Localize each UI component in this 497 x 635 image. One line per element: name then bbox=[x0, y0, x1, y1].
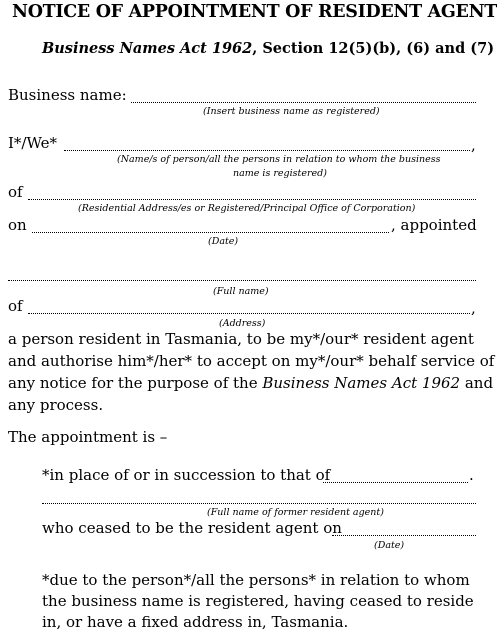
iwe-name-field[interactable] bbox=[64, 150, 470, 151]
body-line-4: any process. bbox=[8, 396, 104, 414]
agent-address-comma: , bbox=[471, 299, 476, 317]
date-caption: (Date) bbox=[208, 236, 239, 247]
form-subtitle bbox=[42, 40, 494, 57]
body-line-3-post: and bbox=[460, 374, 494, 392]
body-line-1: a person resident in Tasmania, to be my*/our* resident agent bbox=[8, 330, 474, 348]
date-appointed-field[interactable] bbox=[32, 232, 389, 233]
agent-address-caption: (Address) bbox=[219, 318, 266, 329]
former-agent-caption: (Full name of former resident agent) bbox=[207, 507, 384, 518]
iwe-comma: , bbox=[471, 136, 476, 154]
body-line-3 bbox=[8, 374, 493, 392]
of-address-label: of bbox=[8, 183, 23, 201]
address-caption: (Residential Address/es or Registered/Principal Office of Corporation) bbox=[78, 203, 416, 214]
address-field[interactable] bbox=[28, 199, 476, 200]
subtitle-section: , Section 12(5)(b), (6) and (7) bbox=[252, 40, 495, 57]
option1-ceased: who ceased to be the resident agent on bbox=[42, 519, 342, 537]
subtitle-act: Business Names Act 1962 bbox=[42, 40, 253, 57]
form-title: NOTICE OF APPOINTMENT OF RESIDENT AGENT bbox=[12, 2, 497, 22]
appointed-text: , appointed bbox=[391, 216, 477, 234]
option1-period: . bbox=[469, 466, 474, 484]
iwe-label: I*/We* bbox=[8, 134, 58, 152]
business-name-caption: (Insert business name as registered) bbox=[203, 106, 380, 117]
option2-line1: *due to the person*/all the persons* in relation to whom bbox=[42, 571, 470, 589]
of-agent-label: of bbox=[8, 297, 23, 315]
agent-address-field[interactable] bbox=[28, 313, 470, 314]
ceased-date-caption: (Date) bbox=[374, 540, 405, 551]
former-agent-name-field[interactable] bbox=[323, 482, 468, 483]
body-act-name: Business Names Act 1962 bbox=[262, 374, 461, 392]
business-name-label: Business name: bbox=[8, 86, 127, 104]
on-date-label: on bbox=[8, 216, 27, 234]
ceased-date-field[interactable] bbox=[332, 535, 476, 536]
appointment-label: The appointment is – bbox=[8, 428, 168, 446]
iwe-caption-line1: (Name/s of person/all the persons in relation to whom the business bbox=[117, 154, 441, 165]
option2-line3: in, or have a fixed address in, Tasmania. bbox=[42, 613, 349, 631]
body-line-2: and authorise him*/her* to accept on my*/our* behalf service of bbox=[8, 352, 495, 370]
full-name-caption: (Full name) bbox=[213, 286, 269, 297]
option2-line2: the business name is registered, having ceased to reside bbox=[42, 592, 474, 610]
option1-line1: *in place of or in succession to that of bbox=[42, 466, 331, 484]
agent-full-name-field[interactable] bbox=[8, 280, 476, 281]
iwe-caption-line2: name is registered) bbox=[233, 168, 327, 179]
former-agent-name-field-2[interactable] bbox=[42, 503, 476, 504]
business-name-field[interactable] bbox=[131, 102, 476, 103]
body-line-3-pre: any notice for the purpose of the bbox=[8, 374, 263, 392]
